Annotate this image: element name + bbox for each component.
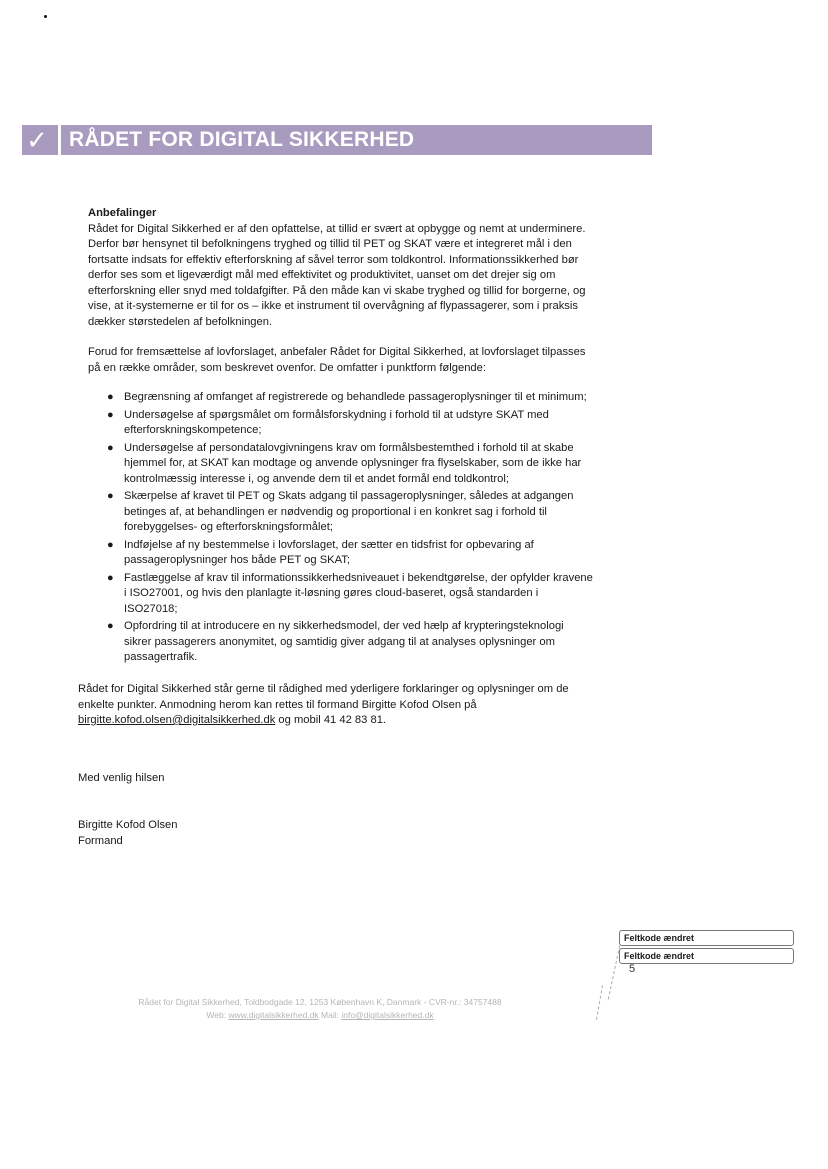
list-item [107,441,594,488]
footer-address: Rådet for Digital Sikkerhed, Toldbodgade 12, 1253 København K, Danmark - CVR-nr.: 34757488 [138,997,502,1007]
signatory-role: Formand [78,834,123,847]
bullet-icon: ● [107,490,114,502]
recommendations-section [88,206,598,330]
comment-balloon[interactable]: Feltkode ændret [619,948,794,964]
list-item-text: Begrænsning af omfanget af registrerede og behandlede passageroplysninger til et minimum; [124,391,587,403]
list-item [107,408,594,439]
list-item-text: Fastlæggelse af krav til informationssikkerhedsniveauet i bekendtgørelse, der opfylder kravene i ISO27001, og hvis den planlagte it-løsning gøres cloud-baseret, også standarden i ISO27018; [124,571,593,615]
bullet-icon: ● [107,441,114,454]
footer-mail-label: Mail: [318,1010,342,1020]
banner-divider [58,125,61,155]
list-item [107,538,594,569]
scan-speck [44,15,47,18]
list-item-text: Skærpelse af kravet til PET og Skats adgang til passageroplysninger, således at adgangen betinges af, at behandlingen er nødvendig og proportional i en konkret sag i forhold til forebyggelses- og efterforskningsformålet; [124,490,574,533]
email-link[interactable]: birgitte.kofod.olsen@digitalsikkerhed.dk [78,714,276,726]
recommendation-list [107,390,594,668]
signatory-name: Birgitte Kofod Olsen [78,819,178,831]
bullet-icon: ● [107,620,114,632]
bullet-icon: ● [107,391,114,403]
recommendations-paragraph: Rådet for Digital Sikkerhed er af den opfattelse, at tillid er svært at opbygge og nemt at underminere. Derfor bør hensynet til befolkningens tryghed og tillid til PET og SKAT være et integreret mål i den fortsatte indsats for effektiv efterforskning af såvel terror som toldkontrol. Informationssikkerhed bør derfor ses som et ligeværdigt mål med effektivitet og produktivitet, uanset om det drejer sig om efterforskning eller snyd med toldafgifter. På den måde kan vi skabe tryghed og tillid for borgerne, og vise, at it-systemerne er til for os – ikke et instrument til overvågning af flypassagerer, som i praksis dækker størstedelen af befolkningen. [88,222,586,328]
footer-web-label: Web: [206,1010,229,1020]
list-item [107,571,594,618]
footer-contact [0,1010,640,1020]
phone-text: og mobil 41 42 83 81. [275,714,387,726]
closing-text: Rådet for Digital Sikkerhed står gerne til rådighed med yderligere forklaringer og oplysninger om de enkelte punkter. Anmodning herom kan rettes til formand Birgitte Kofod Olsen på [78,683,569,711]
intro-paragraph: Forud for fremsættelse af lovforslaget, anbefaler Rådet for Digital Sikkerhed, at lovforslaget tilpasses på en række områder, som beskrevet ovenfor. De omfatter i punktform følgende: [88,346,586,374]
header-banner [22,125,652,155]
comment-balloon[interactable]: Feltkode ændret [619,930,794,946]
recommendations-heading: Anbefalinger [88,207,157,219]
greeting: Med venlig hilsen [78,772,165,784]
signature-block [78,818,178,849]
list-item-text: Indføjelse af ny bestemmelse i lovforslaget, der sætter en tidsfrist for opbevaring af passageroplysninger hos både PET og SKAT; [124,538,534,566]
list-item [107,489,594,536]
bullet-icon: ● [107,538,114,551]
organization-title: RÅDET FOR DIGITAL SIKKERHED [69,128,415,151]
list-item-text: Opfordring til at introducere en ny sikkerhedsmodel, der ved hælp af krypteringsteknologi sikrer passagerers anonymitet, og samtidig giver adgang til at analyses oplysninger om passagertrafik. [124,620,564,663]
list-item [107,390,594,406]
closing-paragraph [78,682,598,729]
list-item [107,619,594,666]
footer-web-link[interactable]: www.digitalsikkerhed.dk [228,1010,319,1020]
bullet-icon: ● [107,571,114,584]
page-number: 5 [629,963,636,975]
bullet-icon: ● [107,408,114,421]
footer-mail-link[interactable]: info@digitalsikkerhed.dk [341,1010,434,1020]
list-item-text: Undersøgelse af persondatalovgivningens krav om formålsbestemthed i forhold til at skabe hjemmel for, at SKAT kan modtage og anvende oplysninger fra flyselskaber, som de ikke har kontrolmæssig interesse i, og anvende dem til et andet formål end toldkontrol; [124,441,582,485]
list-item-text: Undersøgelse af spørgsmålet om formålsforskydning i forhold til at udstyre SKAT med efterforskningskompetence; [124,408,549,436]
checkmark-icon: ✓ [26,125,48,155]
